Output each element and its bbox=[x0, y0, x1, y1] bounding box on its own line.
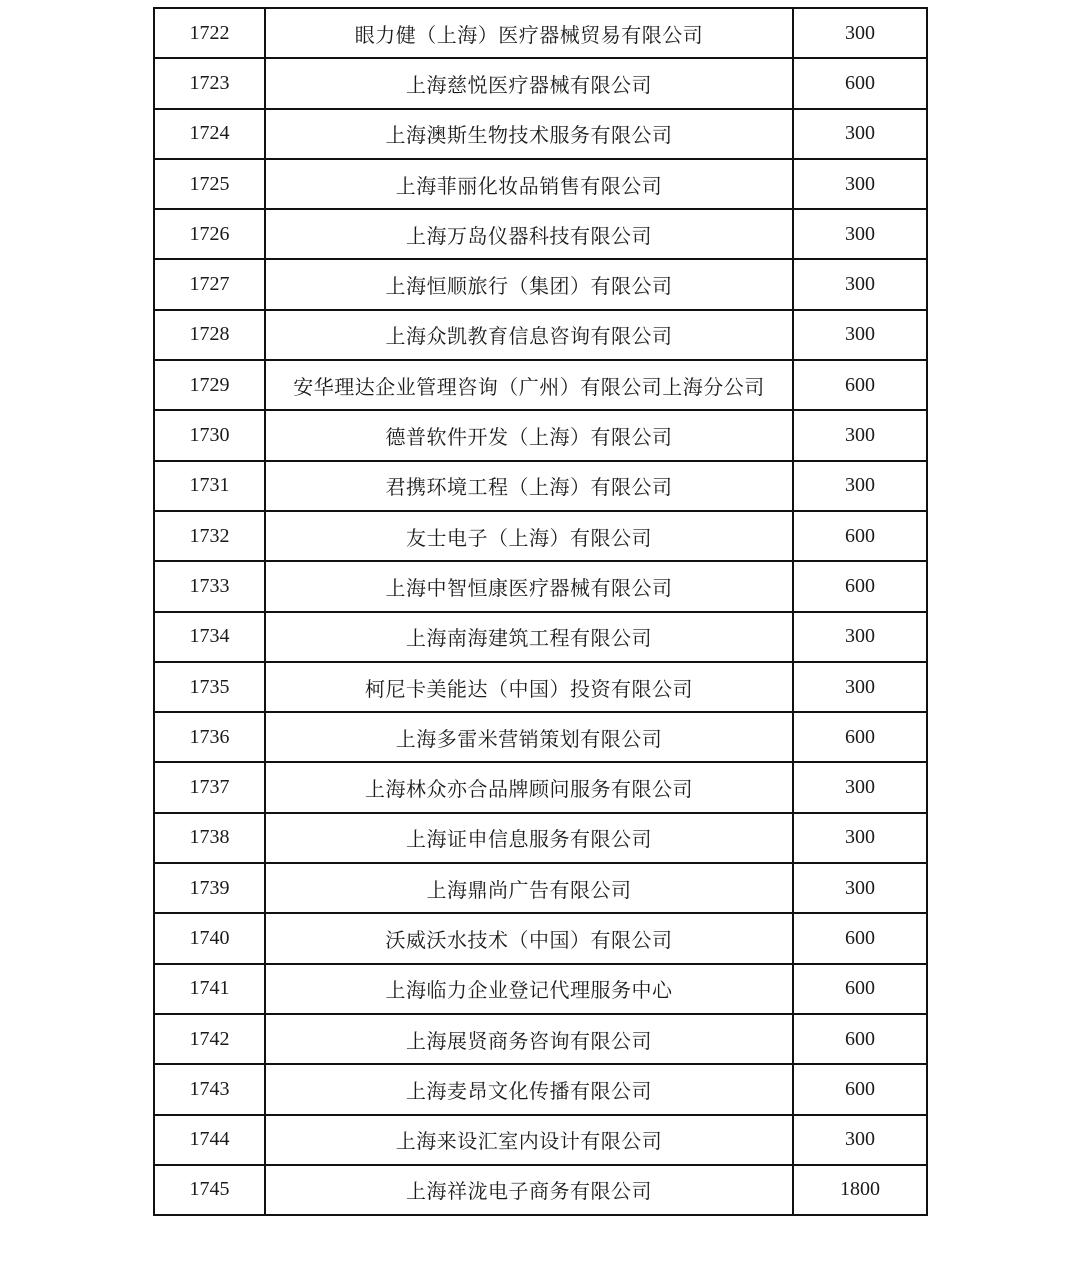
company-name-cell: 安华理达企业管理咨询（广州）有限公司上海分公司 bbox=[265, 360, 793, 410]
row-number-cell: 1725 bbox=[154, 159, 265, 209]
company-name-cell: 君携环境工程（上海）有限公司 bbox=[265, 461, 793, 511]
company-name-cell: 上海来设汇室内设计有限公司 bbox=[265, 1115, 793, 1165]
row-number-cell: 1730 bbox=[154, 410, 265, 460]
table-row bbox=[154, 8, 927, 58]
amount-cell: 300 bbox=[793, 109, 927, 159]
amount-cell: 600 bbox=[793, 1064, 927, 1114]
amount-cell: 300 bbox=[793, 461, 927, 511]
row-number-cell: 1742 bbox=[154, 1014, 265, 1064]
amount-cell: 300 bbox=[793, 1115, 927, 1165]
row-number-cell: 1724 bbox=[154, 109, 265, 159]
row-number-cell: 1740 bbox=[154, 913, 265, 963]
table-row bbox=[154, 612, 927, 662]
amount-cell: 300 bbox=[793, 209, 927, 259]
row-number-cell: 1737 bbox=[154, 762, 265, 812]
company-name-cell: 上海证申信息服务有限公司 bbox=[265, 813, 793, 863]
row-number-cell: 1734 bbox=[154, 612, 265, 662]
table-row bbox=[154, 813, 927, 863]
table-row bbox=[154, 461, 927, 511]
table-row bbox=[154, 863, 927, 913]
company-name-cell: 上海万岛仪器科技有限公司 bbox=[265, 209, 793, 259]
company-name-cell: 上海多雷米营销策划有限公司 bbox=[265, 712, 793, 762]
amount-cell: 600 bbox=[793, 58, 927, 108]
row-number-cell: 1733 bbox=[154, 561, 265, 611]
row-number-cell: 1727 bbox=[154, 259, 265, 309]
row-number-cell: 1743 bbox=[154, 1064, 265, 1114]
row-number-cell: 1731 bbox=[154, 461, 265, 511]
table-row bbox=[154, 662, 927, 712]
company-name-cell: 上海麦昂文化传播有限公司 bbox=[265, 1064, 793, 1114]
amount-cell: 600 bbox=[793, 712, 927, 762]
table-row bbox=[154, 712, 927, 762]
company-list-table bbox=[153, 7, 928, 1216]
amount-cell: 300 bbox=[793, 259, 927, 309]
table-row bbox=[154, 109, 927, 159]
amount-cell: 600 bbox=[793, 1014, 927, 1064]
company-name-cell: 沃威沃水技术（中国）有限公司 bbox=[265, 913, 793, 963]
table-row bbox=[154, 209, 927, 259]
amount-cell: 600 bbox=[793, 913, 927, 963]
amount-cell: 300 bbox=[793, 662, 927, 712]
company-name-cell: 上海祥泷电子商务有限公司 bbox=[265, 1165, 793, 1215]
table-row bbox=[154, 964, 927, 1014]
row-number-cell: 1744 bbox=[154, 1115, 265, 1165]
table-row bbox=[154, 561, 927, 611]
table-row bbox=[154, 310, 927, 360]
company-name-cell: 上海鼎尚广告有限公司 bbox=[265, 863, 793, 913]
amount-cell: 300 bbox=[793, 612, 927, 662]
table-row bbox=[154, 511, 927, 561]
amount-cell: 300 bbox=[793, 813, 927, 863]
row-number-cell: 1741 bbox=[154, 964, 265, 1014]
table-row bbox=[154, 259, 927, 309]
amount-cell: 300 bbox=[793, 863, 927, 913]
table-row bbox=[154, 762, 927, 812]
row-number-cell: 1723 bbox=[154, 58, 265, 108]
row-number-cell: 1745 bbox=[154, 1165, 265, 1215]
table-row bbox=[154, 159, 927, 209]
table-row bbox=[154, 1115, 927, 1165]
company-name-cell: 上海菲丽化妆品销售有限公司 bbox=[265, 159, 793, 209]
row-number-cell: 1729 bbox=[154, 360, 265, 410]
row-number-cell: 1736 bbox=[154, 712, 265, 762]
company-name-cell: 上海展贤商务咨询有限公司 bbox=[265, 1014, 793, 1064]
amount-cell: 300 bbox=[793, 310, 927, 360]
amount-cell: 300 bbox=[793, 8, 927, 58]
company-name-cell: 友士电子（上海）有限公司 bbox=[265, 511, 793, 561]
row-number-cell: 1738 bbox=[154, 813, 265, 863]
company-name-cell: 德普软件开发（上海）有限公司 bbox=[265, 410, 793, 460]
amount-cell: 300 bbox=[793, 159, 927, 209]
amount-cell: 300 bbox=[793, 410, 927, 460]
amount-cell: 600 bbox=[793, 964, 927, 1014]
table-row bbox=[154, 360, 927, 410]
table-row bbox=[154, 913, 927, 963]
amount-cell: 1800 bbox=[793, 1165, 927, 1215]
row-number-cell: 1732 bbox=[154, 511, 265, 561]
amount-cell: 600 bbox=[793, 511, 927, 561]
table-row bbox=[154, 1165, 927, 1215]
row-number-cell: 1739 bbox=[154, 863, 265, 913]
table-row bbox=[154, 1014, 927, 1064]
company-name-cell: 上海林众亦合品牌顾问服务有限公司 bbox=[265, 762, 793, 812]
company-name-cell: 上海澳斯生物技术服务有限公司 bbox=[265, 109, 793, 159]
company-name-cell: 柯尼卡美能达（中国）投资有限公司 bbox=[265, 662, 793, 712]
amount-cell: 600 bbox=[793, 561, 927, 611]
row-number-cell: 1726 bbox=[154, 209, 265, 259]
company-name-cell: 上海恒顺旅行（集团）有限公司 bbox=[265, 259, 793, 309]
table-row bbox=[154, 58, 927, 108]
table-row bbox=[154, 410, 927, 460]
company-name-cell: 上海临力企业登记代理服务中心 bbox=[265, 964, 793, 1014]
table-row bbox=[154, 1064, 927, 1114]
row-number-cell: 1728 bbox=[154, 310, 265, 360]
company-name-cell: 上海慈悦医疗器械有限公司 bbox=[265, 58, 793, 108]
company-name-cell: 上海众凯教育信息咨询有限公司 bbox=[265, 310, 793, 360]
company-name-cell: 上海南海建筑工程有限公司 bbox=[265, 612, 793, 662]
row-number-cell: 1735 bbox=[154, 662, 265, 712]
table-body bbox=[154, 8, 927, 1215]
amount-cell: 600 bbox=[793, 360, 927, 410]
row-number-cell: 1722 bbox=[154, 8, 265, 58]
amount-cell: 300 bbox=[793, 762, 927, 812]
company-name-cell: 眼力健（上海）医疗器械贸易有限公司 bbox=[265, 8, 793, 58]
company-name-cell: 上海中智恒康医疗器械有限公司 bbox=[265, 561, 793, 611]
